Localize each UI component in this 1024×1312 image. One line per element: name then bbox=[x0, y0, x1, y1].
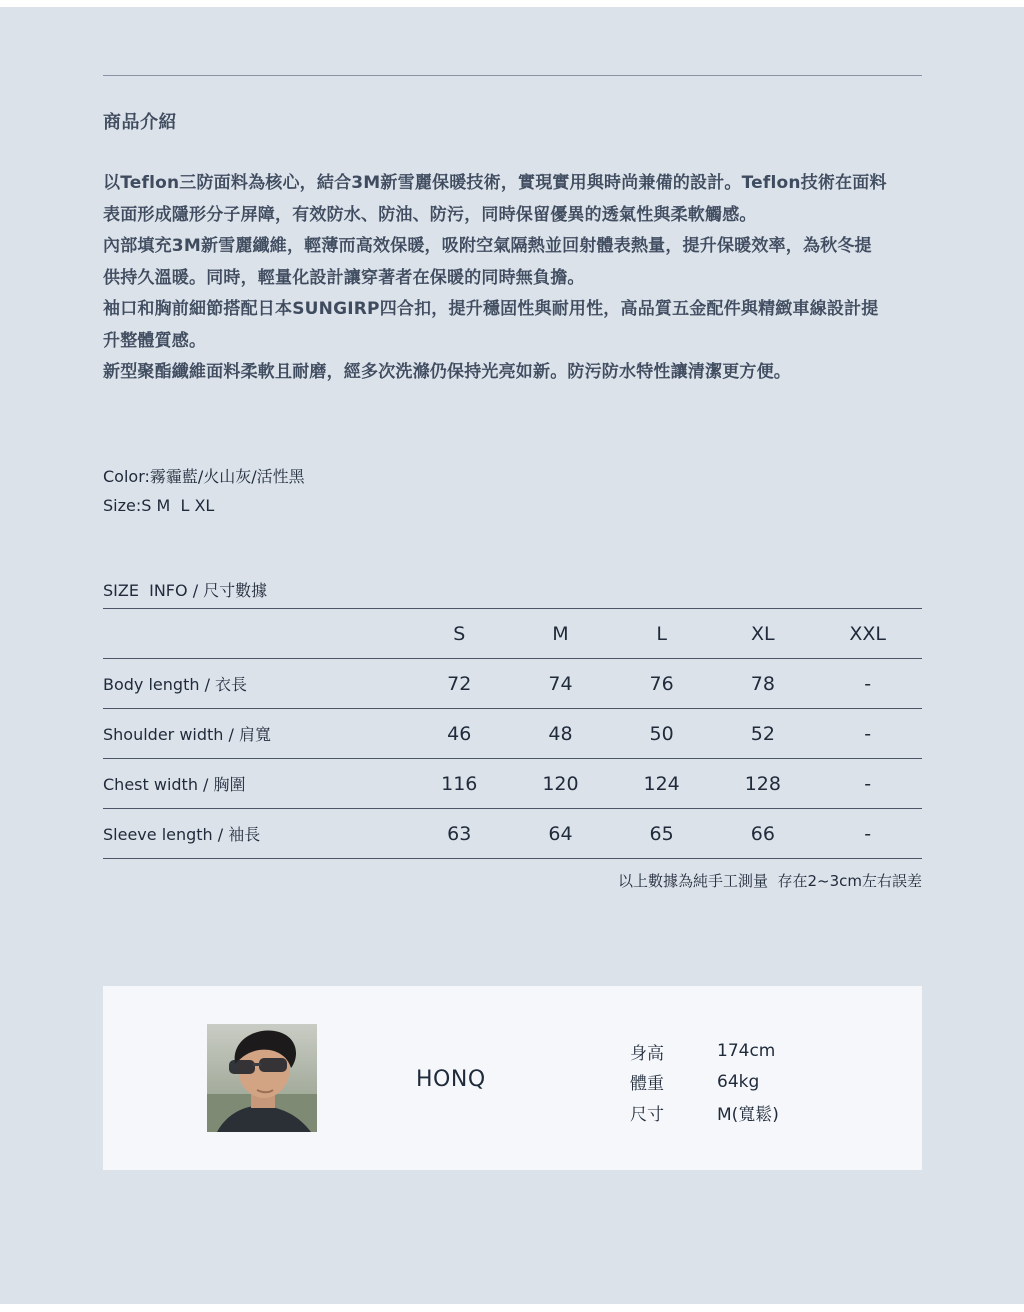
model-stats bbox=[630, 1036, 779, 1128]
table-cell: 76 bbox=[611, 659, 712, 709]
top-divider bbox=[103, 75, 922, 76]
header-size-xxl: XXL bbox=[813, 609, 922, 659]
table-cell: 48 bbox=[510, 709, 611, 759]
table-cell: 116 bbox=[409, 759, 510, 809]
size-options: Size:S M L XL bbox=[103, 496, 215, 515]
table-cell: 78 bbox=[712, 659, 813, 709]
model-stat-row bbox=[630, 1036, 779, 1067]
table-cell: - bbox=[813, 809, 922, 859]
table-cell: - bbox=[813, 709, 922, 759]
color-options: Color:霧霾藍/火山灰/活性黑 bbox=[103, 467, 305, 486]
row-label: Body length / 衣長 bbox=[103, 659, 409, 709]
size-info-title: SIZE INFO / 尺寸數據 bbox=[103, 581, 268, 600]
model-stat-row bbox=[630, 1067, 779, 1098]
table-cell: 120 bbox=[510, 759, 611, 809]
table-cell: 52 bbox=[712, 709, 813, 759]
stat-value-size: M(寬鬆) bbox=[717, 1104, 779, 1125]
stat-label-height: 身高 bbox=[630, 1043, 664, 1064]
description-line: 新型聚酯纖維面料柔軟且耐磨，經多次洗滌仍保持光亮如新。防污防水特性讓清潔更方便。 bbox=[103, 362, 791, 382]
model-name: HONQ bbox=[416, 1067, 486, 1092]
table-cell: - bbox=[813, 759, 922, 809]
table-cell: 66 bbox=[712, 809, 813, 859]
table-cell: 63 bbox=[409, 809, 510, 859]
description-line: 袖口和胸前細節搭配日本SUNGIRP四合扣，提升穩固性與耐用性，高品質五金配件與精緻車線設計提 bbox=[103, 299, 879, 319]
model-avatar bbox=[207, 1024, 317, 1132]
table-cell: 128 bbox=[712, 759, 813, 809]
stat-label-weight: 體重 bbox=[630, 1074, 664, 1095]
model-photo-illustration bbox=[207, 1024, 317, 1132]
stat-value-weight: 64kg bbox=[717, 1071, 760, 1092]
description-line: 內部填充3M新雪麗纖維，輕薄而高效保暖，吸附空氣隔熱並回射體表熱量，提升保暖效率，為秋冬提 bbox=[103, 236, 872, 256]
header-size-l: L bbox=[611, 609, 712, 659]
model-card bbox=[103, 986, 922, 1170]
description-line: 升整體質感。 bbox=[103, 330, 207, 351]
table-row bbox=[103, 759, 922, 809]
row-label: Sleeve length / 袖長 bbox=[103, 809, 409, 859]
table-cell: 64 bbox=[510, 809, 611, 859]
description-line: 供持久溫暖。同時，輕量化設計讓穿著者在保暖的同時無負擔。 bbox=[103, 267, 585, 288]
table-cell: 50 bbox=[611, 709, 712, 759]
stat-value-height: 174cm bbox=[717, 1041, 776, 1062]
table-cell: 74 bbox=[510, 659, 611, 709]
product-specs bbox=[103, 462, 305, 520]
table-cell: 72 bbox=[409, 659, 510, 709]
table-row bbox=[103, 809, 922, 859]
table-cell: 46 bbox=[409, 709, 510, 759]
product-description bbox=[103, 168, 933, 389]
table-row bbox=[103, 709, 922, 759]
header-size-s: S bbox=[409, 609, 510, 659]
header-blank-cell bbox=[103, 609, 409, 659]
section-title: 商品介紹 bbox=[103, 112, 177, 133]
table-cell: - bbox=[813, 659, 922, 709]
size-table bbox=[103, 608, 922, 859]
table-cell: 65 bbox=[611, 809, 712, 859]
size-table-header-row bbox=[103, 609, 922, 659]
description-line: 以Teflon三防面料為核心，結合3M新雪麗保暖技術，實現實用與時尚兼備的設計。Teflon技術在面料 bbox=[103, 173, 887, 193]
table-row bbox=[103, 659, 922, 709]
table-cell: 124 bbox=[611, 759, 712, 809]
model-stat-row bbox=[630, 1097, 779, 1128]
row-label: Shoulder width / 肩寬 bbox=[103, 709, 409, 759]
measurement-note: 以上數據為純手工測量 存在2~3cm左右誤差 bbox=[617, 872, 922, 890]
header-size-m: M bbox=[510, 609, 611, 659]
stat-label-size: 尺寸 bbox=[630, 1104, 664, 1125]
row-label: Chest width / 胸圍 bbox=[103, 759, 409, 809]
description-line: 表面形成隱形分子屏障，有效防水、防油、防污，同時保留優異的透氣性與柔軟觸感。 bbox=[103, 204, 757, 225]
header-size-xl: XL bbox=[712, 609, 813, 659]
